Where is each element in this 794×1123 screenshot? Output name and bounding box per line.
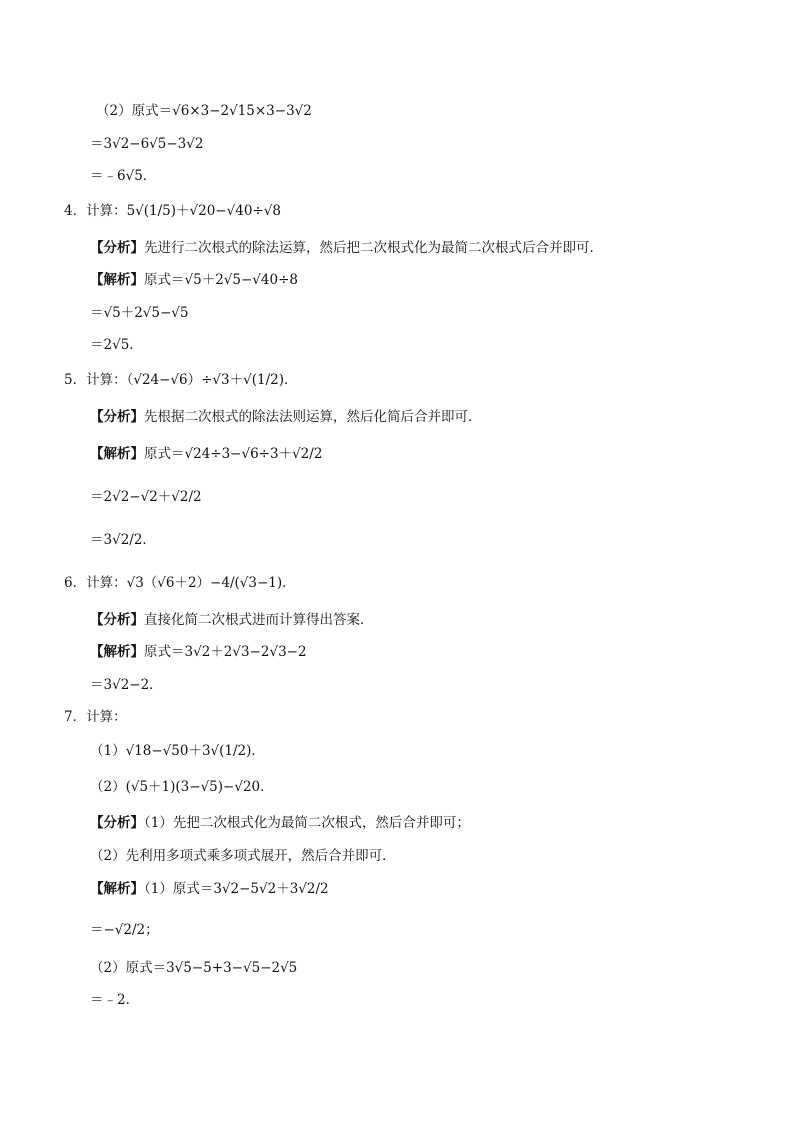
problem4-solution-line3 [90, 335, 143, 355]
problem4-solution-line2 [90, 303, 188, 323]
problem6-analysis-text: 直接化简二次根式进而计算得出答案． [144, 612, 374, 628]
problem7-solution-text2: ＝−√2/2； [90, 922, 159, 938]
solution-label: 【解析】 [90, 644, 144, 660]
problem7-subquestion2 [90, 777, 274, 797]
problem6-solution-line2 [90, 675, 163, 695]
problem5-solution-line1 [90, 444, 322, 464]
problem4-question [64, 201, 281, 221]
problem6-analysis [90, 610, 374, 630]
problem7-subquestion1 [90, 741, 265, 761]
problem7-analysis-line2 [90, 846, 396, 866]
problem5-question [64, 370, 298, 390]
analysis-label: 【分析】 [90, 815, 144, 831]
problem2-line2-text: ＝3√2−6√5−3√2 [90, 136, 204, 152]
problem7-solution-line3 [90, 958, 297, 978]
solution-label: 【解析】 [90, 272, 144, 288]
problem4-solution-text1: 原式＝√5＋2√5−√40÷8 [144, 272, 298, 288]
problem2-line2 [90, 134, 203, 154]
analysis-label: 【分析】 [90, 612, 144, 628]
problem7-solution-line2 [90, 920, 159, 940]
problem7-solution-text4: ＝﹣2． [90, 992, 140, 1008]
problem5-solution-line3 [90, 530, 156, 550]
problem6-solution-text1: 原式＝3√2＋2√3−2√3−2 [144, 644, 307, 660]
analysis-label: 【分析】 [90, 409, 144, 425]
problem5-solution-text1: 原式＝√24÷3−√6÷3＋√2/2 [144, 446, 323, 462]
problem5-question-text: 5．计算：（√24−√6）÷√3＋√(1/2)． [64, 372, 298, 388]
problem6-solution-line1 [90, 642, 307, 662]
problem7-analysis-text1: （1）先把二次根式化为最简二次根式，然后合并即可； [144, 815, 470, 831]
problem7-solution-text1: （1）原式＝3√2−5√2＋3√2/2 [144, 881, 329, 897]
problem4-solution-line1 [90, 270, 298, 290]
problem4-analysis [90, 238, 603, 258]
problem7-analysis-line1 [90, 813, 470, 833]
problem4-analysis-text: 先进行二次根式的除法运算，然后把二次根式化为最简二次根式后合并即可． [144, 240, 603, 256]
problem5-solution-text2: ＝2√2−√2＋√2/2 [90, 489, 202, 505]
problem7-subquestion1-text: （1）√18−√50＋3√(1/2)． [90, 743, 265, 759]
problem4-solution-text2: ＝√5＋2√5−√5 [90, 305, 189, 321]
problem7-question-text: 7．计算： [64, 709, 127, 725]
problem4-solution-text3: ＝2√5． [90, 337, 143, 353]
problem7-question [64, 707, 127, 727]
analysis-label: 【分析】 [90, 240, 144, 256]
problem2-line1-text: （2）原式＝√6×3−2√15×3−3√2 [96, 103, 312, 119]
problem4-question-text: 4．计算：5√(1/5)＋√20−√40÷√8 [64, 203, 281, 219]
problem6-question-text: 6．计算：√3（√6＋2）−4/(√3−1)． [64, 575, 296, 591]
problem5-analysis [90, 407, 482, 427]
problem6-solution-text2: ＝3√2−2． [90, 677, 163, 693]
problem7-solution-text3: （2）原式＝3√5−5+3−√5−2√5 [90, 960, 298, 976]
problem7-solution-line4 [90, 990, 139, 1010]
solution-label: 【解析】 [90, 881, 144, 897]
problem2-line3 [90, 166, 156, 186]
solution-label: 【解析】 [90, 446, 144, 462]
problem7-analysis-text2: （2）先利用多项式乘多项式展开，然后合并即可． [90, 848, 396, 864]
problem6-question [64, 573, 296, 593]
problem7-subquestion2-text: （2）(√5＋1)(3−√5)−√20． [90, 779, 274, 795]
problem5-solution-text3: ＝3√2/2． [90, 532, 156, 548]
problem2-line1 [96, 101, 312, 121]
problem5-analysis-text: 先根据二次根式的除法法则运算，然后化简后合并即可． [144, 409, 482, 425]
problem7-solution-line1 [90, 879, 329, 899]
problem2-line3-text: ＝﹣6√5． [90, 168, 157, 184]
problem5-solution-line2 [90, 487, 202, 507]
